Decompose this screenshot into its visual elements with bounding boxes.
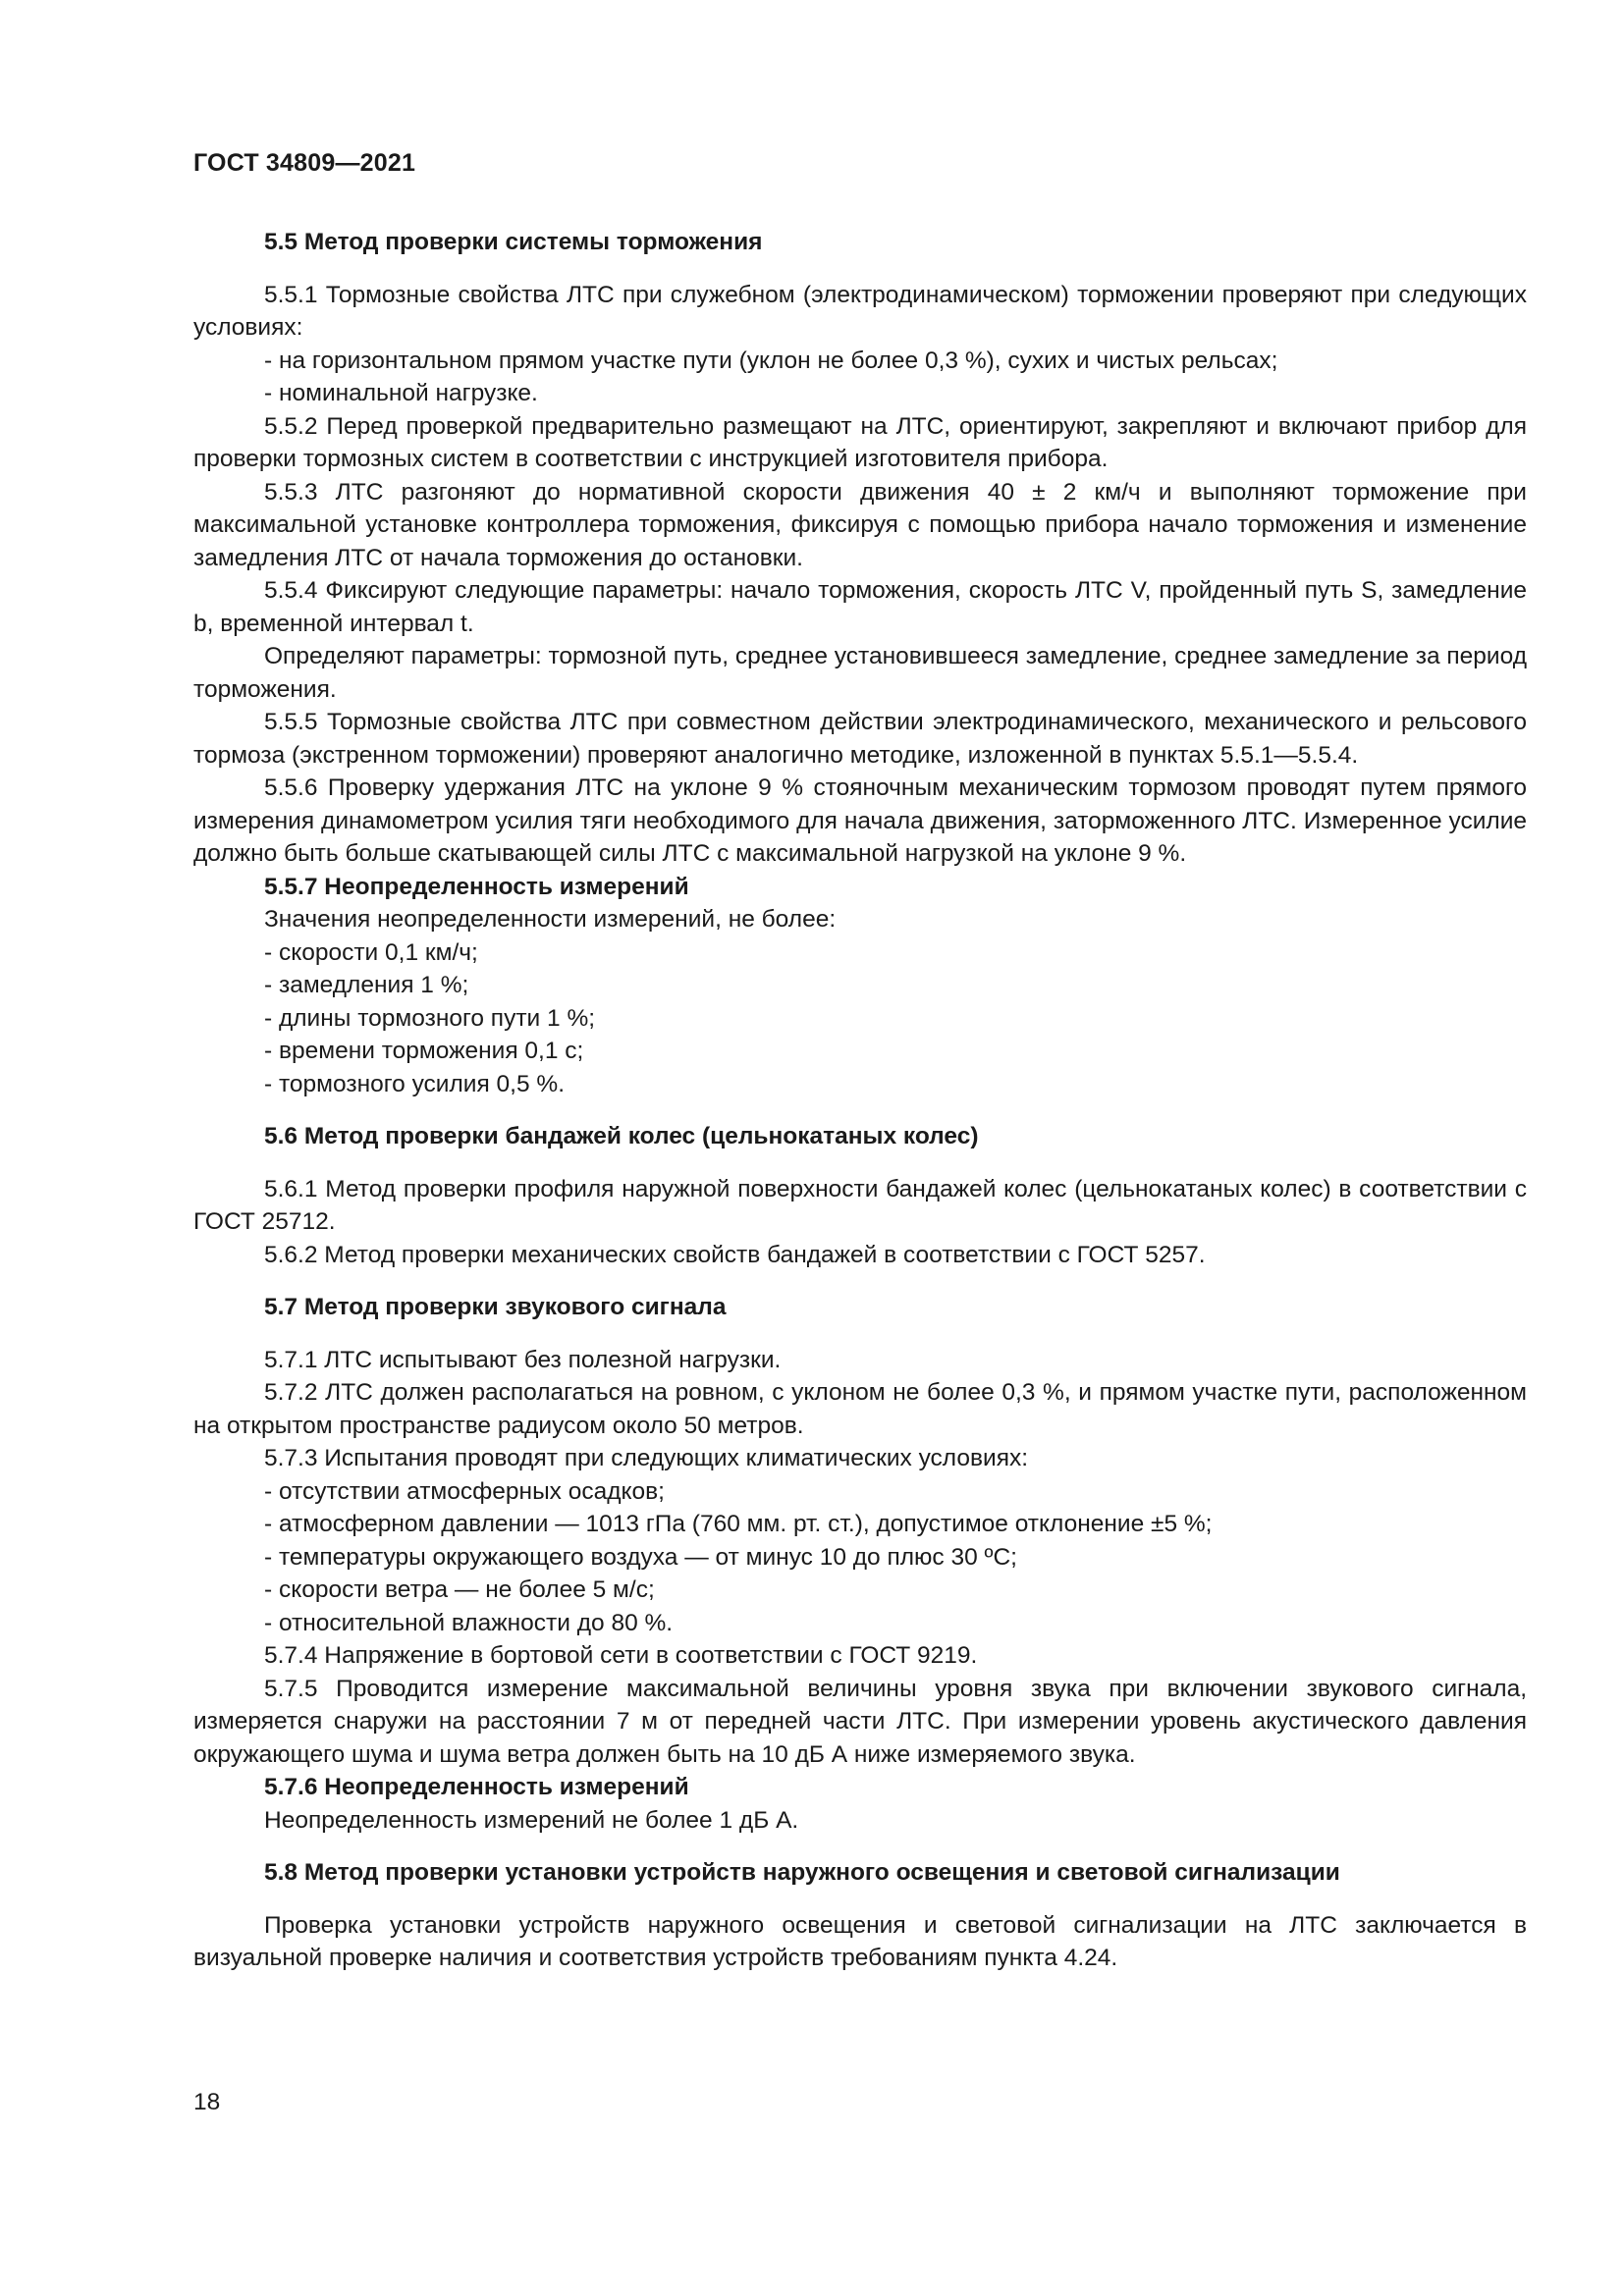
list-item: - времени торможения 0,1 с; <box>264 1038 584 1064</box>
section-heading-5-8: 5.8 Метод проверки установки устройств наружного освещения и световой сигнализации <box>264 1859 1340 1886</box>
subsection-heading-5-7-6: 5.7.6 Неопределенность измерений <box>264 1774 689 1800</box>
paragraph-5-5-2: 5.5.2 Перед проверкой предварительно размещают на ЛТС, ориентируют, закрепляют и включают прибор для проверки тормозных систем в соответствии с инструкцией изготовителя прибора. <box>193 412 1527 472</box>
document-body <box>193 226 1527 1975</box>
list-item: - температуры окружающего воздуха — от минус 10 до плюс 30 ºС; <box>264 1543 1017 1571</box>
page-number: 18 <box>193 2089 221 2115</box>
list-item: - относительной влажности до 80 %. <box>264 1609 674 1636</box>
list-item: - скорости 0,1 км/ч; <box>264 938 478 966</box>
paragraph-5-8: Проверка установки устройств наружного освещения и световой сигнализации на ЛТС заключается в визуальной проверке наличия и соответствия устройств требованиям пункта 4.24. <box>193 1911 1527 1971</box>
list-item: - на горизонтальном прямом участке пути (уклон не более 0,3 %), сухих и чистых рельсах; <box>264 347 1278 374</box>
list-item: - номинальной нагрузке. <box>264 380 538 406</box>
paragraph-5-5-1: 5.5.1 Тормозные свойства ЛТС при служебном (электродинамическом) торможении проверяют при следующих условиях: <box>193 281 1527 341</box>
list-item: - тормозного усилия 0,5 %. <box>264 1070 565 1097</box>
section-heading-5-6: 5.6 Метод проверки бандажей колес (цельнокатаных колес) <box>264 1123 979 1149</box>
paragraph-5-5-6: 5.5.6 Проверку удержания ЛТС на уклоне 9 % стояночным механическим тормозом проводят путем прямого измерения динамометром усилия тяги необходимого для начала движения, заторможенного ЛТС. Измеренное усилие должно быть больше скатывающей силы ЛТС с максимальной нагрузкой на уклоне 9 %. <box>193 774 1527 867</box>
list-item: - замедления 1 %; <box>264 972 469 998</box>
paragraph-5-5-7: Значения неопределенности измерений, не более: <box>264 906 837 933</box>
paragraph-5-7-1: 5.7.1 ЛТС испытывают без полезной нагрузки. <box>264 1346 782 1373</box>
subsection-heading-5-5-7: 5.5.7 Неопределенность измерений <box>264 873 689 900</box>
paragraph-5-7-6: Неопределенность измерений не более 1 дБ А. <box>264 1806 799 1834</box>
paragraph-5-7-3: 5.7.3 Испытания проводят при следующих климатических условиях: <box>264 1445 1029 1471</box>
paragraph-5-5-5: 5.5.5 Тормозные свойства ЛТС при совместном действии электродинамического, механического и рельсового тормоза (экстренном торможении) проверяют аналогично методике, изложенной в пунктах 5.5.1—5.5.4. <box>193 709 1527 769</box>
list-item: - длины тормозного пути 1 %; <box>264 1004 596 1032</box>
paragraph-5-5-4: 5.5.4 Фиксируют следующие параметры: начало торможения, скорость ЛТС V, пройденный путь S, замедление b, временной интервал t. <box>193 577 1527 637</box>
paragraph-5-5-3: 5.5.3 ЛТС разгоняют до нормативной скорости движения 40 ± 2 км/ч и выполняют торможение при максимальной установке контроллера торможения, фиксируя с помощью прибора начало торможения и изменение замедления ЛТС от начала торможения до остановки. <box>193 478 1527 571</box>
document-header-title: ГОСТ 34809—2021 <box>193 149 416 177</box>
list-item: - скорости ветра — не более 5 м/с; <box>264 1576 655 1603</box>
paragraph-5-6-1: 5.6.1 Метод проверки профиля наружной поверхности бандажей колес (цельнокатаных колес) в соответствии с ГОСТ 25712. <box>193 1175 1527 1235</box>
paragraph-5-7-4: 5.7.4 Напряжение в бортовой сети в соответствии с ГОСТ 9219. <box>264 1642 978 1669</box>
list-item: - атмосферном давлении — 1013 гПа (760 мм. рт. ст.), допустимое отклонение ±5 %; <box>264 1511 1213 1537</box>
section-heading-5-7: 5.7 Метод проверки звукового сигнала <box>264 1294 727 1320</box>
paragraph-5-6-2: 5.6.2 Метод проверки механических свойств бандажей в соответствии с ГОСТ 5257. <box>264 1241 1206 1268</box>
paragraph-5-7-5: 5.7.5 Проводится измерение максимальной величины уровня звука при включении звукового сигнала, измеряется снаружи на расстоянии 7 м от передней части ЛТС. При измерении уровень акустического давления окружающего шума и шума ветра должен быть на 10 дБ А ниже измеряемого звука. <box>193 1675 1527 1768</box>
list-item: - отсутствии атмосферных осадков; <box>264 1477 665 1505</box>
section-heading-5-5: 5.5 Метод проверки системы торможения <box>264 229 763 255</box>
paragraph-5-5-4-params: Определяют параметры: тормозной путь, среднее установившееся замедление, среднее замедление за период торможения. <box>193 643 1527 703</box>
paragraph-5-7-2: 5.7.2 ЛТС должен располагаться на ровном, с уклоном не более 0,3 %, и прямом участке пути, расположенном на открытом пространстве радиусом около 50 метров. <box>193 1379 1527 1439</box>
